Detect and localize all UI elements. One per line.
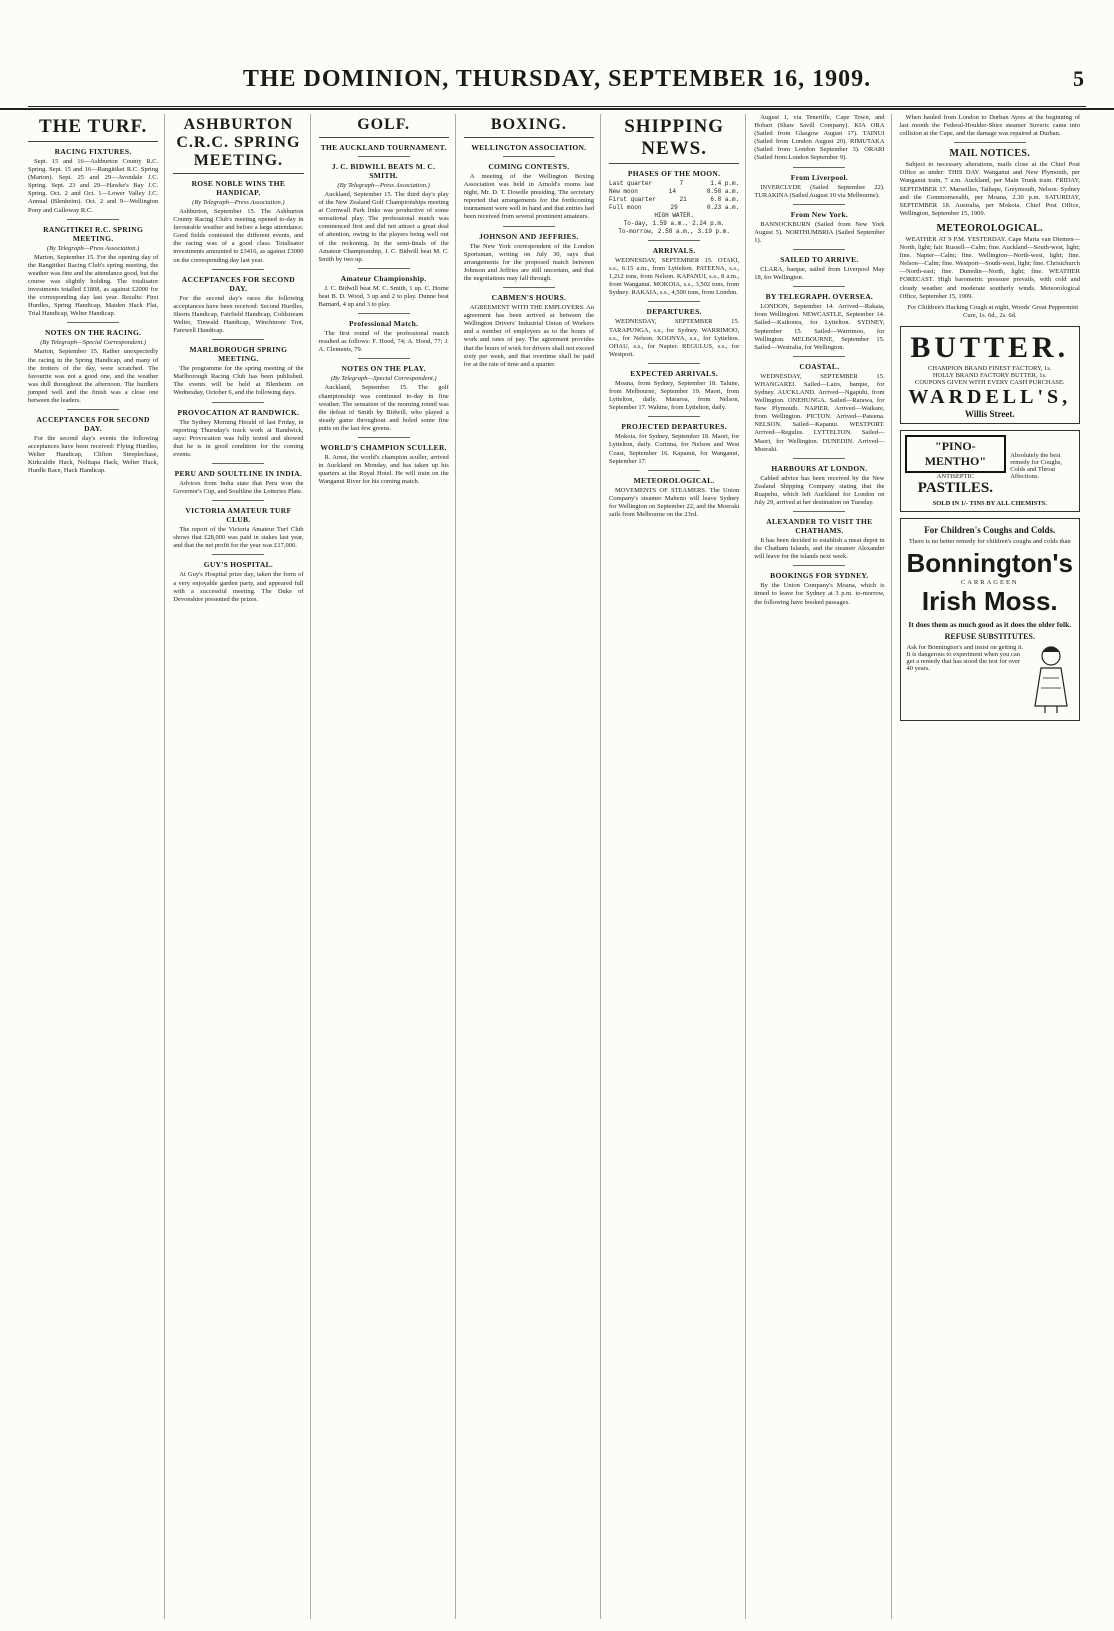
moon-phase-cell: Last quarter bbox=[609, 180, 653, 187]
pino-main bbox=[905, 435, 1007, 497]
section-heading: COASTAL. bbox=[799, 361, 840, 371]
article-paragraph: Ashburton, September 15. The Ashburton County Racing Club's meeting opened to-day in favourable weather and before a large attendance. Good fields contested the different events, and the racing was of a good class. Totalisator investments amounted to £3416, as against £3000 on the corresponding day last year. bbox=[173, 208, 304, 264]
column-3 bbox=[319, 114, 456, 1619]
article-paragraph: MOVEMENTS OF STEAMERS. The Union Company's steamer Maheno will leave Sydney for Wellington on September 22, and the Moeraki sails from Melbourne on the 23rd. bbox=[609, 486, 740, 518]
byline: (By Telegraph—Press Association.) bbox=[46, 244, 140, 252]
pino-mentho-advert bbox=[900, 430, 1080, 512]
moon-phase-cell: 7 bbox=[679, 180, 684, 187]
divider bbox=[212, 554, 264, 555]
byline: (By Telegraph—Special Correspondent.) bbox=[40, 339, 147, 347]
section-heading: ACCEPTANCES FOR SECOND DAY. bbox=[36, 415, 150, 434]
moon-phase-cell: 29 bbox=[670, 204, 678, 211]
section-heading: EXPECTED ARRIVALS. bbox=[630, 368, 719, 378]
bonnington-head: For Children's Coughs and Colds. bbox=[924, 524, 1056, 535]
article-paragraph: LONDON, September 14. Arrived—Rakaia, from Wellington. NEWCASTLE, September 14. Sailed—Kaikoura, for Lyttelton. SYDNEY, September 15. Sailed—Warrimoo, for Wellington. MELBOURNE, September 15. Sailed—Westralia, for Wellington. bbox=[754, 303, 885, 351]
moon-phase-cell: 1.4 p.m. bbox=[710, 180, 740, 187]
butter-advert bbox=[900, 326, 1080, 424]
section-heading: J. C. BIDWILL BEATS M. C. SMITH. bbox=[331, 162, 436, 180]
divider bbox=[358, 437, 410, 438]
divider bbox=[212, 339, 264, 340]
section-heading: WORLD'S CHAMPION SCULLER. bbox=[320, 442, 447, 452]
moon-phase-cell: 0.23 a.m. bbox=[706, 204, 740, 211]
divider bbox=[648, 470, 700, 471]
meteorological-heading: METEOROLOGICAL. bbox=[936, 222, 1043, 234]
page-number: 5 bbox=[1073, 66, 1084, 91]
article-paragraph: Moana, from Sydney, September 18. Talune, from Melbourne, September 19. Maori, from Lyttelton, daily. Mararoa, from Nelson, September 17. Wahine, from Lyttelton, daily. bbox=[609, 379, 740, 412]
section-heading: COMING CONTESTS. bbox=[488, 162, 570, 171]
byline: (By Telegraph—Special Correspondent.) bbox=[330, 375, 437, 383]
article-paragraph: WEDNESDAY, SEPTEMBER 15. OTAKI, s.s., 6.15 a.m., from Lyttelton. PATEENA, s.s., 1,212 tons, from Nelson. KAPANUI, s.s., 8 a.m., from Wanganui. MOKOIA, s.s., 3,502 tons, from Sydney. RAKAIA, s.s., 4,500 tons, from London. bbox=[609, 257, 740, 297]
column-heading: GOLF. bbox=[319, 114, 449, 138]
divider bbox=[358, 156, 410, 157]
article-paragraph: AGREEMENT WITH THE EMPLOYERS. An agreement has been arrived at between the Wellington Drivers' Industrial Union of Workers and a number of employers as to the hours of work and rates of pay. The agreement provides that the hours of work for drivers shall not exceed sixty per week, and that overtime shall be paid for at the rate of time and a quarter. bbox=[463, 304, 594, 368]
butter-line-holly: HOLLY BRAND FACTORY BUTTER, 1s. bbox=[932, 371, 1047, 379]
butter-title: BUTTER. bbox=[910, 330, 1070, 364]
moon-phase-cell: New moon bbox=[609, 188, 638, 195]
butter-firm: WARDELL'S, bbox=[908, 385, 1072, 408]
section-heading: NOTES ON THE PLAY. bbox=[341, 364, 426, 374]
section-heading: BOOKINGS FOR SYDNEY. bbox=[770, 571, 869, 581]
section-heading: WELLINGTON ASSOCIATION. bbox=[471, 143, 587, 152]
divider bbox=[358, 268, 410, 269]
section-heading: PERU AND SOULTLINE IN INDIA. bbox=[174, 468, 303, 478]
section-heading: ROSE NOBLE WINS THE HANDICAP. bbox=[191, 179, 286, 197]
child-illustration-icon bbox=[1029, 644, 1073, 714]
divider bbox=[648, 363, 700, 364]
article-paragraph: J. C. Bidwill beat M. C. Smith, 1 up. C. Horne beat B. D. Wood, 3 up and 2 to play. Dunne beat Barnard, 4 up and 3 to play. bbox=[318, 284, 449, 309]
section-heading: Amateur Championship. bbox=[340, 273, 427, 283]
article-paragraph: BANNOCKBURN (Sailed from New York August 5). NORTHUMBRIA (Sailed September 1). bbox=[754, 220, 885, 244]
column-4 bbox=[464, 114, 601, 1619]
section-heading: GUY'S HOSPITAL. bbox=[203, 560, 274, 570]
article-paragraph: For the second day's events the following acceptances have been received: Flying Hurdles, Welter Handicap, Clifton Steeplechase, Kirkcaldie Hack, Nolitapa Hack, Welter Hack, Hurdle Race, Hack Handicap. bbox=[28, 435, 159, 475]
moon-phase-cell: 6.8 a.m. bbox=[710, 196, 740, 203]
bonnington-ask: Ask for Bonnington's and insist on getting it. It is dangerous to experiment when you can get a remedy that has stood the test for over 40 years. bbox=[906, 643, 1024, 672]
divider bbox=[503, 287, 555, 288]
article-paragraph: Auckland, September 15. The third day's play of the New Zealand Golf Championships meeting at Cornwall Park links was productive of some sensational play. The professional match was commenced first and did not attract a great deal of attention, owing to the players being well out of the reckoning. In the semi-finals of the Amateur Championship, J. C. Bidwill beat M. C. Smith by two up. bbox=[318, 191, 449, 263]
bonnington-advert bbox=[900, 518, 1080, 721]
article-paragraph: Mokoia, for Sydney, September 18. Maori, for Lyttelton, daily. Corinna, for Nelson and West Coast, September 16. Kapanui, for Wanganui, September 17. bbox=[609, 433, 740, 465]
moon-phases-table bbox=[609, 180, 739, 236]
section-heading: PROVOCATION AT RANDWICK. bbox=[177, 407, 300, 417]
butter-line-champion: CHAMPION BRAND FINEST FACTORY, 1s. bbox=[928, 364, 1052, 372]
pino-side-text: Absolutely the best remedy for Coughs, Colds and Throat Affections. bbox=[1010, 451, 1063, 480]
section-heading: CABMEN'S HOURS. bbox=[491, 293, 567, 303]
section-heading: MARLBOROUGH SPRING MEETING. bbox=[189, 345, 288, 364]
column-heading: THE TURF. bbox=[28, 114, 158, 142]
pino-logo: "PINO-MENTHO" bbox=[905, 435, 1007, 473]
mail-notices-heading: MAIL NOTICES. bbox=[949, 148, 1031, 160]
moon-phase-cell: First quarter bbox=[609, 196, 656, 203]
section-heading: From New York. bbox=[790, 209, 849, 219]
divider bbox=[793, 458, 845, 459]
divider bbox=[648, 301, 700, 302]
section-heading: Professional Match. bbox=[348, 319, 419, 329]
article-paragraph: Advices from India state that Peru won the Governor's Cup, and Soultline the Lotteries Plate. bbox=[173, 479, 304, 496]
bonnington-carrageen: CARRAGEEN bbox=[960, 578, 1019, 586]
high-water-line: To-day, 1.59 a.m., 2.24 p.m. bbox=[623, 220, 725, 227]
mail-notices-text: Subject to necessary alterations, mails close at the Chief Post Office as under: THIS DAY. Wanganui and New Plymouth, per Wanganui train, 7 a.m. Auckland, per Main Trunk train. FRIDAY, SEPTEMBER 17. Marseilles, Taihape, Greymouth, Nelson. Sydney and the Commonwealth, per Moana, 2.30 p.m. SATURDAY, SEPTEMBER 18. Australia, per Mokoia. Chief Post Office, Wellington, September 15, 1909. bbox=[899, 161, 1080, 217]
divider bbox=[793, 356, 845, 357]
moon-phase-cell: 21 bbox=[679, 196, 687, 203]
masthead-rule bbox=[28, 106, 1086, 107]
shipping-note: When hauled from London to Durban Ayres at the beginning of last month the Federal-Houlder-Shire steamer Suveric came into collision at the Cape, and the damage was repaired at Durban. bbox=[899, 114, 1080, 138]
pino-sub: ANTISEPTIC bbox=[936, 472, 974, 480]
divider bbox=[358, 358, 410, 359]
divider bbox=[67, 409, 119, 410]
column-5 bbox=[609, 114, 746, 1619]
section-heading: BY TELEGRAPH. OVERSEA. bbox=[765, 292, 874, 302]
article-paragraph: Sept. 15 and 16—Ashburton County R.C. Spring. Sept. 15 and 16—Rangitikei R.C. Spring (Marton). Sept. 25 and 29—Avondale J.C. Spring. Sept. 23 and 29—Hawke's Bay J.C. Spring. Oct. 2 and Oct. 1—Lower Valley J.C. Annual (Blenheim). Oct. 2 and 9—Wellington Pony and Galloway R.C. bbox=[28, 158, 159, 214]
article-paragraph: The programme for the spring meeting of the Marlborough Racing Club has been published. The events will be held at Blenheim on Wednesday, October 6, and the following days. bbox=[173, 365, 304, 397]
divider bbox=[212, 463, 264, 464]
bonnington-brand: Bonnington's bbox=[906, 547, 1073, 578]
divider bbox=[67, 219, 119, 220]
article-paragraph: Marton, September 15. For the opening day of the Rangitikei Racing Club's spring meeting, the weather was fine and the attendance good, but the course was slightly holding. The totalisator investments totalled £1808, as against £2000 for the corresponding day last year. Results: First Hurdles, Spring Handicap, Maiden Hack Flat, Trial Handicap, Welter Handicap. bbox=[28, 253, 159, 318]
section-heading: ARRIVALS. bbox=[652, 246, 696, 255]
divider bbox=[648, 416, 700, 417]
article-paragraph: WEDNESDAY, SEPTEMBER 15. WHANGAREI. Sailed—Lairs, barque, for Sydney. AUCKLAND. Arrived—Ngapuhi, from Wellington. ONEHUNGA. Sailed—Rarawa, for New Plymouth. NAPIER. Arrived—Waikare, from Wellington. PICTON. Arrived—Pateena. NELSON. Sailed—Kapanui. WESTPORT. Arrived—Regulus. LYTTELTON. Sailed—Maori, for Wellington. DUNEDIN. Arrived—Moeraki. bbox=[754, 372, 885, 453]
divider bbox=[793, 249, 845, 250]
divider bbox=[212, 402, 264, 403]
article-paragraph: CLARA, barque, sailed from Liverpool May 18, for Wellington. bbox=[754, 266, 885, 282]
column-6 bbox=[754, 114, 891, 1619]
section-heading: SAILED TO ARRIVE. bbox=[780, 255, 859, 265]
divider bbox=[648, 240, 700, 241]
article-paragraph: It has been decided to establish a meat depot in the Chatham Islands, and the steamer Alexander will leave for the islands next week. bbox=[754, 537, 885, 561]
article-paragraph: A meeting of the Wellington Boxing Association was held in Arnold's rooms last night, Mr. D. T. Dowdle presiding. The secretary reported that arrangements for the forthcoming tournament were well in hand and that entries had been received from several prominent amateurs. bbox=[463, 173, 594, 221]
divider bbox=[954, 142, 1026, 143]
divider bbox=[67, 322, 119, 323]
column-heading: SHIPPING NEWS. bbox=[609, 114, 739, 164]
article-paragraph: The New York correspondent of the London Sportsman, writing on July 30, says that arrangements for the proposed match between Johnson and Jeffries are still uncertain, and that the negotiations may fall through. bbox=[463, 242, 594, 282]
newspaper-title: THE DOMINION, THURSDAY, SEPTEMBER 16, 1909. bbox=[242, 66, 872, 92]
divider bbox=[793, 511, 845, 512]
section-heading: RACING FIXTURES. bbox=[54, 147, 132, 156]
divider bbox=[793, 286, 845, 287]
section-heading: PROJECTED DEPARTURES. bbox=[621, 422, 727, 432]
moon-phase-row bbox=[609, 188, 739, 196]
divider bbox=[212, 269, 264, 270]
article-paragraph: Auckland, September 15. The golf championship was continued to-day in fine weather. The sensation of the morning round was the defeat of Smith by Bidwill, who played a steady game throughout and holed some fine putts on the last few greens. bbox=[318, 384, 449, 432]
section-heading: JOHNSON AND JEFFRIES. bbox=[479, 231, 579, 241]
masthead bbox=[0, 60, 1114, 110]
article-paragraph: Marton, September 15. Rather unexpectedly the racing in the Spring Handicap, and many of the trotters of the day, were scratched. The favourite was not a good one, and the weather was dull throughout the afternoon. The hurdlers jumped well and the finish was a close one between the leaders. bbox=[28, 348, 159, 404]
section-heading: ALEXANDER TO VISIT THE CHATHAMS. bbox=[766, 517, 873, 536]
byline: (By Telegraph—Press Association.) bbox=[337, 182, 430, 189]
byline: (By Telegraph—Press Association.) bbox=[192, 199, 285, 206]
high-water-line: To-morrow, 2.58 a.m., 3.19 p.m. bbox=[618, 228, 730, 235]
divider bbox=[503, 156, 555, 157]
moon-phase-row bbox=[609, 204, 739, 212]
section-heading: ACCEPTANCES FOR SECOND DAY. bbox=[181, 274, 295, 293]
article-paragraph: INVERCLYDE (Sailed September 22). TURAKINA (Sailed August 10 via Melbourne). bbox=[754, 183, 885, 199]
butter-coupons: COUPONS GIVEN WITH EVERY CASH PURCHASE. bbox=[915, 378, 1065, 386]
article-paragraph: The Sydney Morning Herald of last Friday, in reporting Thursday's track work at Randwick, says: Provocation was fully tested and showed that he is in good condition for the coming events. bbox=[173, 418, 304, 458]
pino-sold: SOLD IN 1/- TINS BY ALL CHEMISTS. bbox=[932, 499, 1047, 507]
divider bbox=[503, 226, 555, 227]
butter-street: Willis Street. bbox=[964, 408, 1015, 419]
bonnington-bottom bbox=[907, 644, 1073, 714]
article-paragraph: The report of the Victoria Amateur Turf Club shows that £28,000 was paid in stakes last year, and that the net profit for the year was £17,000. bbox=[173, 526, 304, 550]
divider bbox=[212, 500, 264, 501]
article-paragraph: R. Arnst, the world's champion sculler, arrived in Auckland on Monday, and has taken up his quarters at the Royal Hotel. He will train on the Wanganui River for his coming match. bbox=[318, 453, 449, 486]
article-paragraph: Cabled advice has been received by the New Zealand Shipping Company stating that the Ruapehu, which left Auckland for London on July 29, arrived at her destination on Tuesday. bbox=[754, 474, 885, 506]
section-heading: THE AUCKLAND TOURNAMENT. bbox=[320, 143, 447, 152]
article-paragraph: For the second day's races the following acceptances have been received: Second Hurdles, Shorts Handicap, Fairfield Handicap, Coldstream Welter, Tinwald Handicap, Winchmore Trot, Farewell Handicap. bbox=[173, 294, 304, 335]
bonnington-refuse: REFUSE SUBSTITUTES. bbox=[944, 631, 1035, 641]
cough-cure-advert: For Children's Hacking Cough at night, Woods' Great Peppermint Cure, 1s. 6d., 2s. 6d. bbox=[907, 303, 1079, 319]
column-heading: BOXING. bbox=[464, 114, 594, 138]
moon-phase-cell: 14 bbox=[668, 188, 676, 195]
article-paragraph: The first round of the professional match resulted as follows: F. Hood, 74; A. Hood, 77; J. A. Clements, 79. bbox=[318, 330, 449, 354]
divider bbox=[793, 565, 845, 566]
article-paragraph: August 1, via Teneriffe, Cape Town, and Hobart (Shaw Savill Company). KIA ORA (Sailed from Glasgow August 17). TAINUI (Sailed from London August 20). RIMUTAKA (Sailed from London September 3). ORARI (Sailed from London September 9). bbox=[754, 114, 885, 162]
column-7-adverts bbox=[900, 114, 1086, 1619]
section-heading: HARBOURS AT LONDON. bbox=[771, 463, 868, 473]
bonnington-claim: It does them as much good as it does the older folk. bbox=[908, 619, 1072, 629]
column-1 bbox=[28, 114, 165, 1619]
section-heading: NOTES ON THE RACING. bbox=[44, 328, 142, 338]
bonnington-product: Irish Moss. bbox=[921, 585, 1058, 616]
article-paragraph: WEDNESDAY, SEPTEMBER 15. TARAPUNGA, s.s., for Sydney. WARRIMOO, s.s., for Nelson. KOONYA, s.s., for Lyttelton. OHAU, s.s., for Napier. REGULUS, s.s., for Westport. bbox=[609, 318, 740, 358]
column-2 bbox=[173, 114, 310, 1619]
section-heading: DEPARTURES. bbox=[646, 307, 702, 317]
moon-phase-cell: 8.58 a.m. bbox=[706, 188, 740, 195]
section-heading: PHASES OF THE MOON. bbox=[627, 169, 721, 178]
bonnington-pre: There is no better remedy for children's coughs and colds than bbox=[908, 537, 1071, 545]
moon-phase-row bbox=[609, 180, 739, 188]
moon-phase-row bbox=[609, 196, 739, 204]
pino-block bbox=[905, 435, 1075, 497]
article-paragraph: By the Union Company's Moana, which is timed to leave for Sydney at 3 p.m. to-morrow, the following have booked passages. bbox=[754, 582, 885, 606]
column-heading: ASHBURTON C.R.C. SPRING MEETING. bbox=[173, 114, 303, 174]
high-water-line: HIGH WATER. bbox=[654, 212, 694, 219]
article-paragraph: At Guy's Hospital prize day, taken the form of a very enjoyable garden party, and appeared full with a successful meeting. The Duke of Devonshire presented the prizes. bbox=[173, 571, 304, 603]
section-heading: RANGITIKEI R.C. SPRING MEETING. bbox=[43, 224, 144, 243]
divider bbox=[793, 204, 845, 205]
moon-phase-cell: Full moon bbox=[609, 204, 642, 211]
divider bbox=[793, 167, 845, 168]
section-heading: From Liverpool. bbox=[790, 172, 849, 182]
page-columns bbox=[28, 114, 1086, 1619]
divider bbox=[358, 313, 410, 314]
section-heading: VICTORIA AMATEUR TURF CLUB. bbox=[185, 506, 292, 525]
section-heading: METEOROLOGICAL. bbox=[633, 475, 715, 485]
pino-name: PASTILES. bbox=[917, 479, 993, 496]
meteorological-text: WEATHER AT 9 P.M. YESTERDAY. Cape Maria van Diemen—North, light; fair. Russell—Calm; fine. Auckland—South-west, light; fine. Napier—Calm; fine. Wellington—North-west, light; fine. Nelson—Calm; fine. Westport—South-west, light; fine. Christchurch—North-east; fine. Dunedin—North, light; fine. WEATHER FORECAST. High barometric pressure prevails, with cold and cloudy weather and moderate southerly winds. Meteorological Office, September 15, 1909. bbox=[899, 235, 1080, 300]
